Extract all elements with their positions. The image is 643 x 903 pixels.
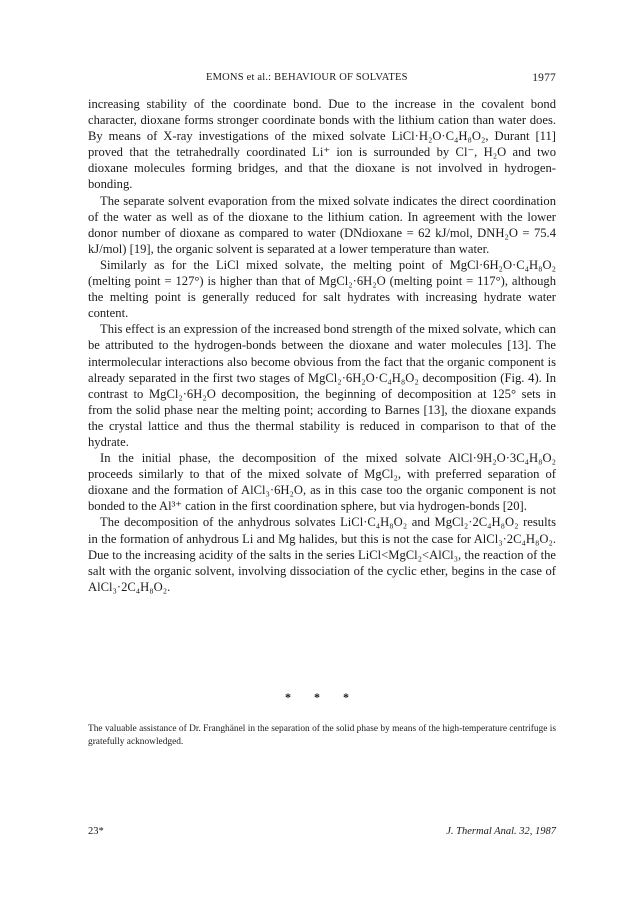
journal-citation: J. Thermal Anal. 32, 1987 xyxy=(446,826,556,837)
paragraph: increasing stability of the coordinate bond. Due to the increase in the covalent bond character, dioxane forms stronger coordinate bonds with the lithium cation than water does. By means of X-ray investigations of the mixed solvate LiCl·H₂O·C₄H₈O₂, Durant [11] proved that the tetrahedrally coordinated Li⁺ ion is surrounded by Cl⁻, H₂O and two dioxane molecules forming bridges, and that the dioxane is not involved in hydrogen-bonding. xyxy=(88,97,556,192)
paragraph: This effect is an expression of the increased bond strength of the mixed solvate, which can be attributed to the hydrogen-bonds between the dioxane and water molecules [13]. The intermolecular interactions also become obvious from the fact that the organic component is already separated in the first two stages of MgCl₂·6H₂O·C₄H₈O₂ decomposition (Fig. 4). In contrast to MgCl₂·6H₂O decomposition, the beginning of decomposition at 125° sets in from the solid phase near the melting point; according to Barnes [13], the dioxane expands the crystal lattice and thus the thermal stability is reduced in comparison to that of the hydrate. xyxy=(88,322,556,449)
paragraph: In the initial phase, the decomposition of the mixed solvate AlCl·9H₂O·3C₄H₈O₂ proceeds similarly to that of the mixed solvate of MgCl₂, with preferred separation of dioxane and the formation of AlCl₃·6H₂O, as in this case too the organic component is not bonded to the Al³⁺ cation in the first coordination sphere, but via hydrogen-bonds [20]. xyxy=(88,451,556,514)
running-title: EMONS et al.: BEHAVIOUR OF SOLVATES xyxy=(206,72,408,83)
signature-mark: 23* xyxy=(88,826,104,837)
paragraph: Similarly as for the LiCl mixed solvate, the melting point of MgCl·6H₂O·C₄H₈O₂ (melting point = 127°) is higher than that of MgCl₂·6H₂O (melting point = 117°), although the melting point is generally reduced for salt hydrates with increasing hydrate water content. xyxy=(88,257,556,321)
body-text xyxy=(88,96,556,595)
paragraph: The decomposition of the anhydrous solvates LiCl·C₄H₈O₂ and MgCl₂·2C₄H₈O₂ results in the formation of anhydrous Li and Mg halides, but this is not the case for AlCl₃·2C₄H₈O₂. Due to the increasing acidity of the salts in the series LiCl<MgCl₂<AlCl₃, the reaction of the salt with the organic solvent, involving dissociation of the cyclic ether, begins in the case of AlCl₃·2C₄H₈O₂. xyxy=(88,515,556,594)
section-separator: * * * xyxy=(285,690,359,704)
paragraph: The separate solvent evaporation from the mixed solvate indicates the direct coordination of the water as well as of the dioxane to the lithium cation. In agreement with the lower donor number of dioxane as compared to water (DNdioxane = 62 kJ/mol, DNH₂O = 75.4 kJ/mol) [19], the organic solvent is separated at a lower temperature than water. xyxy=(88,193,556,256)
acknowledgement: The valuable assistance of Dr. Franghänel in the separation of the solid phase by means of the high-temperature centrifuge is gratefully acknowledged. xyxy=(88,724,556,747)
page-number: 1977 xyxy=(532,72,556,84)
